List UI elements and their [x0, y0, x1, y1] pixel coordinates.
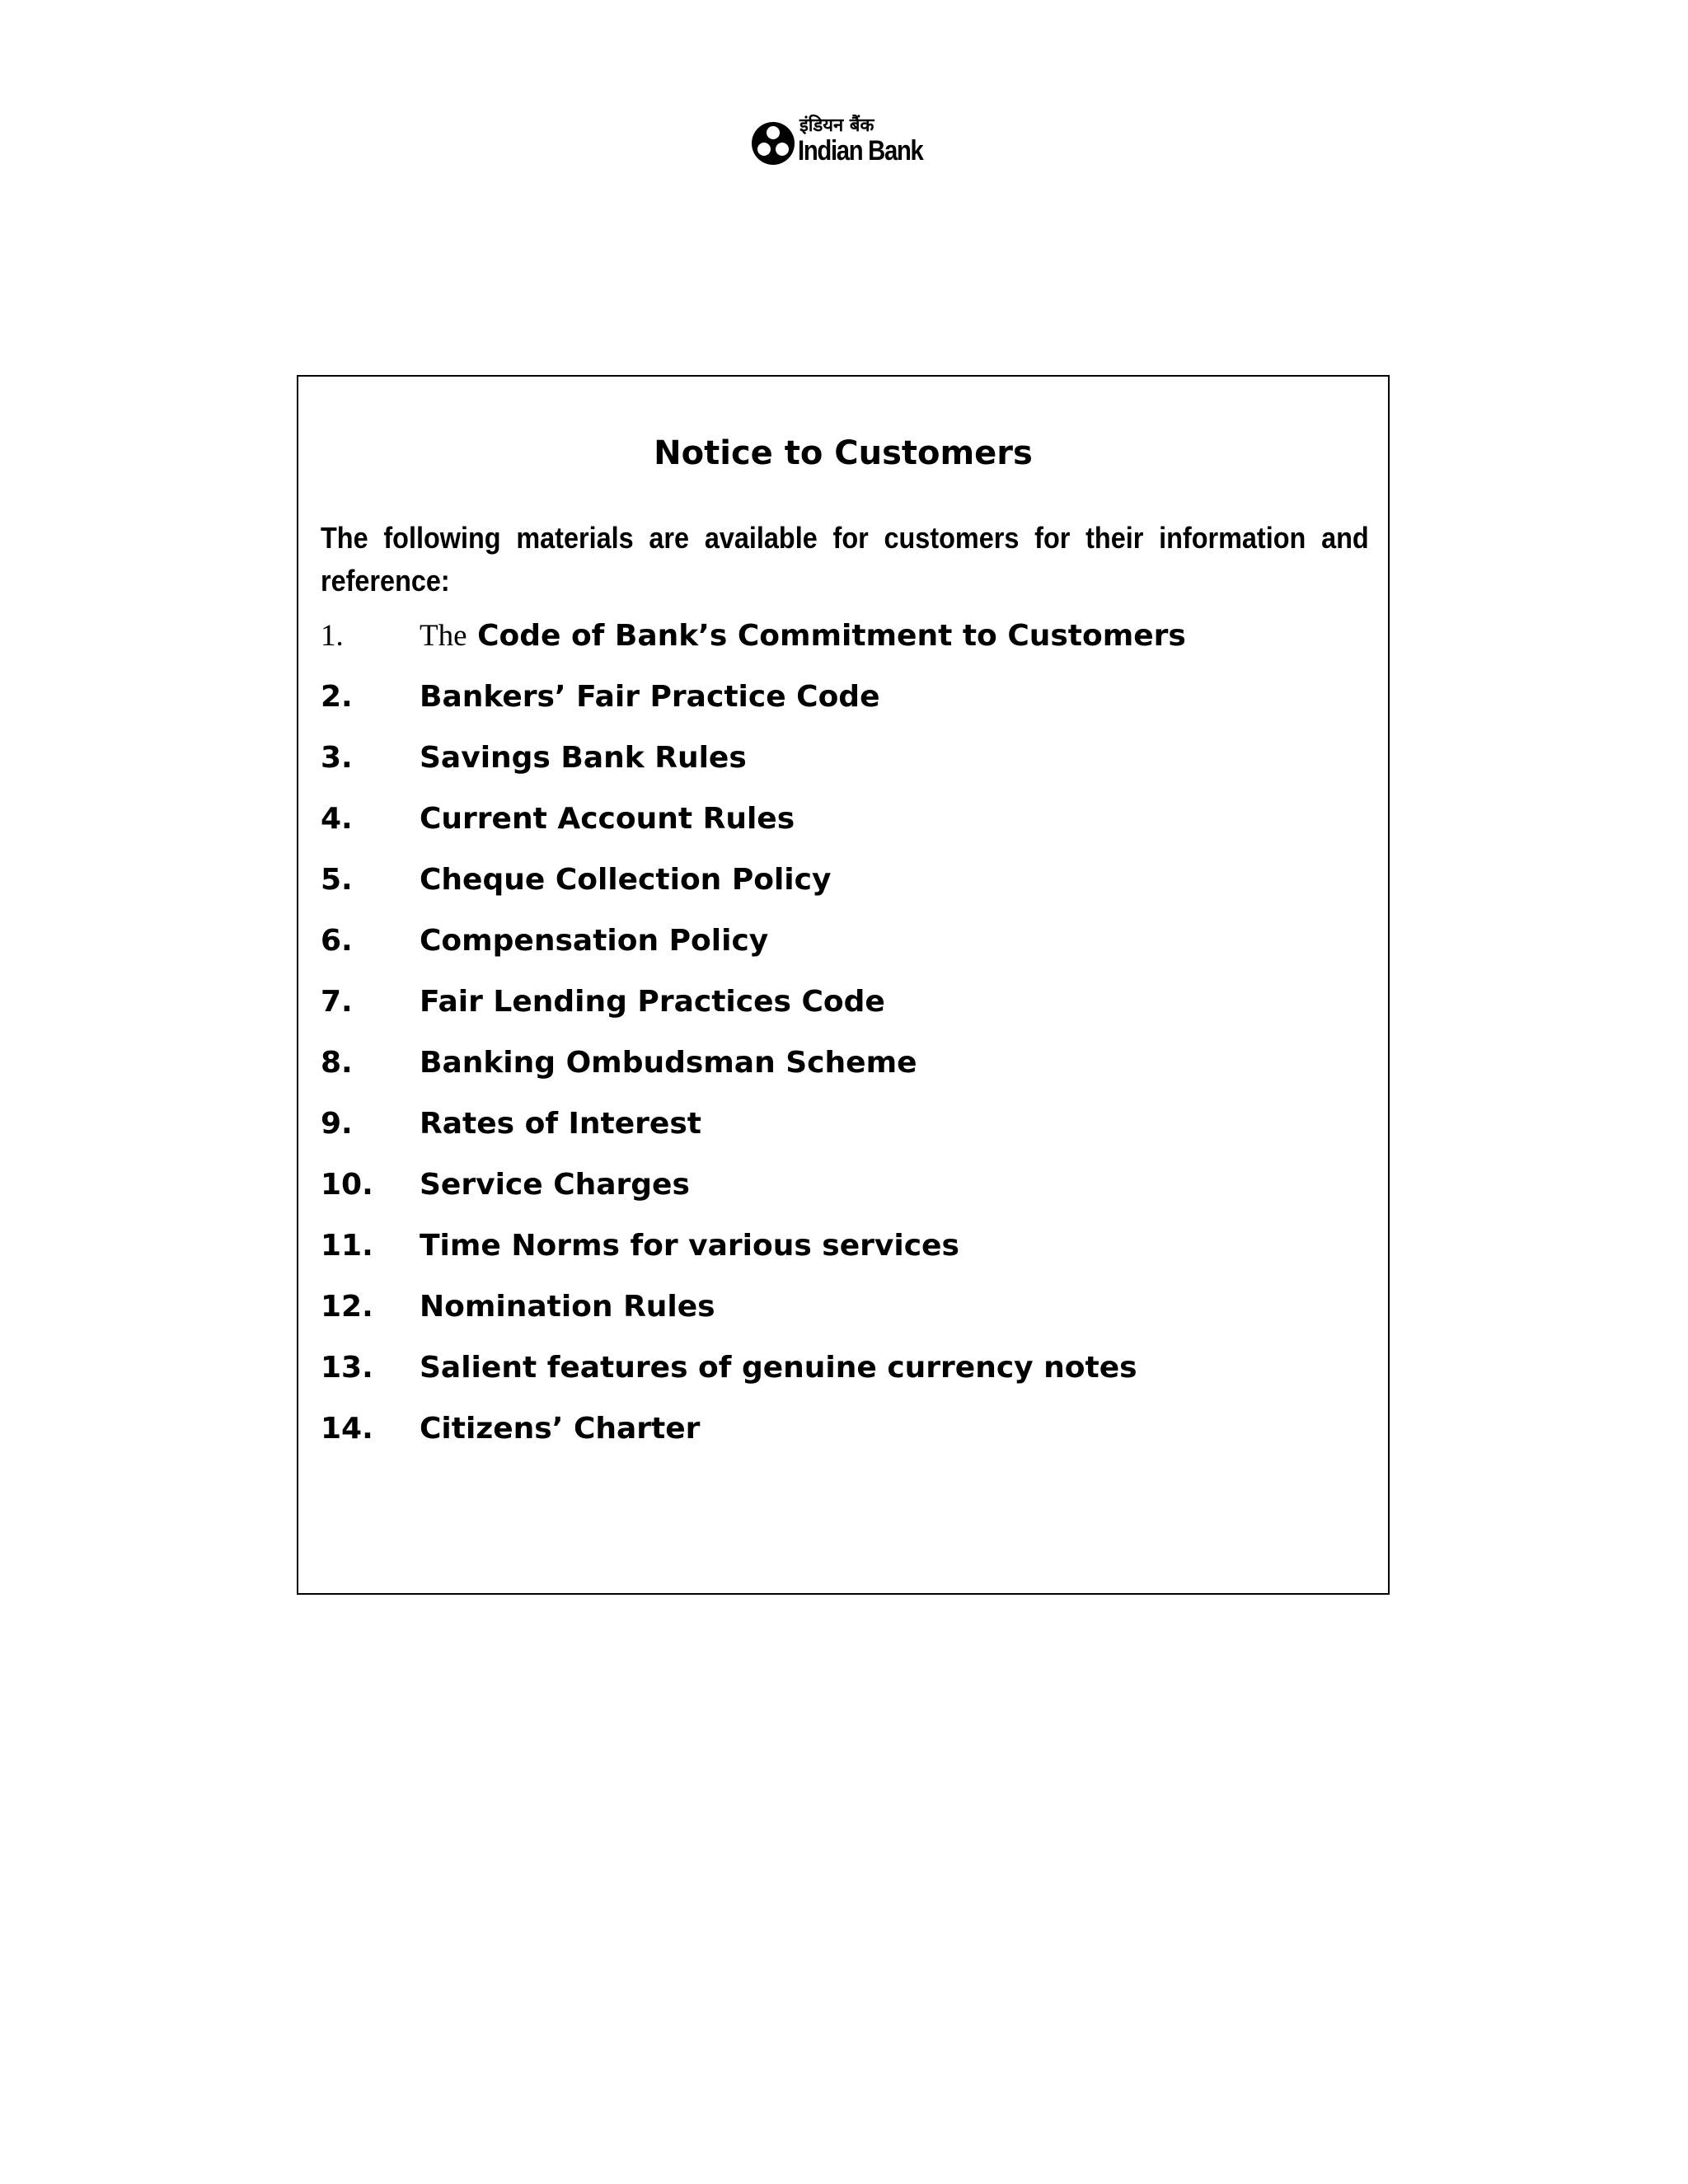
logo-english-name: Indian Bank — [798, 135, 923, 166]
list-item-number: 14. — [321, 1412, 373, 1446]
list-item — [321, 921, 1376, 982]
list-item-number: 1. — [321, 619, 344, 653]
list-item-label: Current Account Rules — [420, 802, 795, 836]
list-item-label: Code of Bank’s Commitment to Customers — [477, 619, 1186, 653]
notice-intro: The following materials are available for customers for their information and reference: — [321, 521, 1369, 598]
list-item-label: Savings Bank Rules — [420, 741, 747, 775]
list-item-number: 13. — [321, 1351, 373, 1385]
indian-bank-emblem-icon — [748, 119, 798, 168]
list-item-label: Service Charges — [420, 1168, 690, 1202]
list-item-number: 5. — [321, 863, 353, 897]
list-item-number: 7. — [321, 985, 353, 1019]
list-item-label: Banking Ombudsman Scheme — [420, 1046, 917, 1080]
list-item — [321, 1408, 1376, 1469]
list-item — [321, 860, 1376, 921]
list-item-number: 6. — [321, 924, 353, 958]
list-item — [321, 1165, 1376, 1226]
list-item-text — [420, 616, 1186, 657]
list-item — [321, 799, 1376, 860]
notice-box — [297, 375, 1390, 1595]
list-item-number: 12. — [321, 1290, 373, 1324]
list-item — [321, 738, 1376, 799]
list-item — [321, 1286, 1376, 1347]
list-item-number: 2. — [321, 680, 353, 714]
list-item-label: Bankers’ Fair Practice Code — [420, 680, 880, 714]
list-item — [321, 677, 1376, 738]
list-item-number: 11. — [321, 1229, 373, 1263]
list-item — [321, 1043, 1376, 1104]
list-item-label: Fair Lending Practices Code — [420, 985, 885, 1019]
notice-title: Notice to Customers — [654, 434, 1033, 472]
list-item-label: Compensation Policy — [420, 924, 769, 958]
list-item-label: Time Norms for various services — [420, 1229, 959, 1263]
list-item — [321, 1104, 1376, 1165]
list-item — [321, 616, 1376, 677]
list-item-label: Salient features of genuine currency notes — [420, 1351, 1137, 1385]
bank-logo — [748, 115, 943, 168]
list-item-prefix: The — [420, 619, 467, 653]
list-item-label: Nomination Rules — [420, 1290, 715, 1324]
list-item-label: Cheque Collection Policy — [420, 863, 832, 897]
list-item — [321, 982, 1376, 1043]
list-item — [321, 1347, 1376, 1408]
list-item-label: Citizens’ Charter — [420, 1412, 701, 1446]
list-item-number: 8. — [321, 1046, 353, 1080]
list-item — [321, 1226, 1376, 1286]
materials-list — [321, 616, 1376, 1469]
list-item-label: Rates of Interest — [420, 1107, 701, 1141]
list-item-number: 10. — [321, 1168, 373, 1202]
list-item-number: 3. — [321, 741, 353, 775]
list-item-number: 9. — [321, 1107, 353, 1141]
list-item-number: 4. — [321, 802, 353, 836]
logo-hindi-name: इंडियन बैंक — [799, 115, 874, 136]
